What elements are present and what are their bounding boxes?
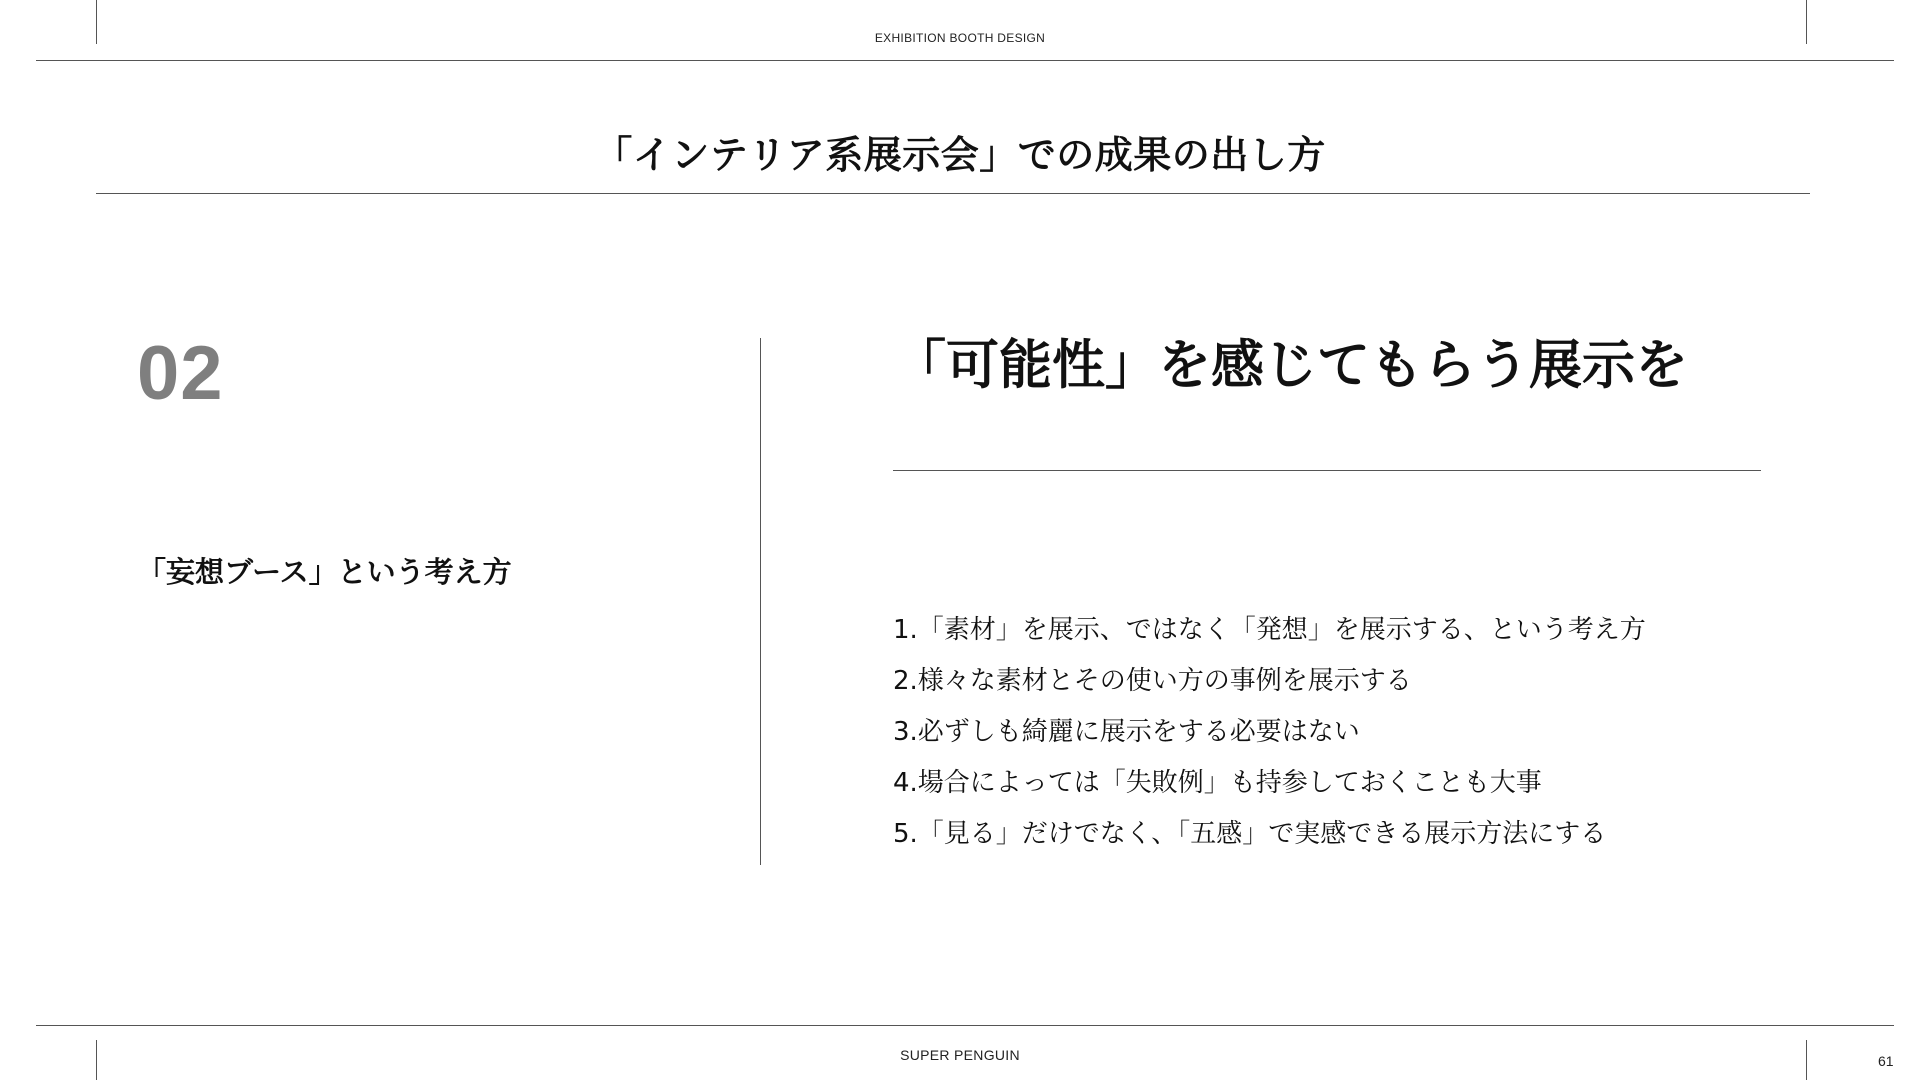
column-divider — [760, 338, 761, 865]
header-label: EXHIBITION BOOTH DESIGN — [874, 31, 1046, 45]
footer-label: SUPER PENGUIN — [900, 1047, 1020, 1063]
headline-rule — [893, 470, 1761, 471]
points-list — [893, 610, 1646, 865]
point-item: 5.「見る」だけでなく、「五感」で実感できる展示方法にする — [893, 819, 1607, 849]
point-item: 2.様々な素材とその使い方の事例を展示する — [893, 666, 1412, 696]
footer-rule — [36, 1025, 1894, 1026]
section-caption: 「妄想ブース」という考え方 — [137, 555, 512, 589]
page-number: 61 — [1878, 1053, 1894, 1069]
point-item: 1.「素材」を展示、ではなく「発想」を展示する、という考え方 — [893, 615, 1646, 645]
headline: 「可能性」を感じてもらう展示を — [893, 335, 1688, 396]
page-title: 「インテリア系展示会」での成果の出し方 — [594, 133, 1326, 177]
section-number: 02 — [137, 331, 224, 416]
point-item: 4.場合によっては「失敗例」も持参しておくことも大事 — [893, 768, 1542, 798]
point-item: 3.必ずしも綺麗に展示をする必要はない — [893, 717, 1360, 747]
title-rule — [96, 193, 1810, 194]
header-rule — [36, 60, 1894, 61]
